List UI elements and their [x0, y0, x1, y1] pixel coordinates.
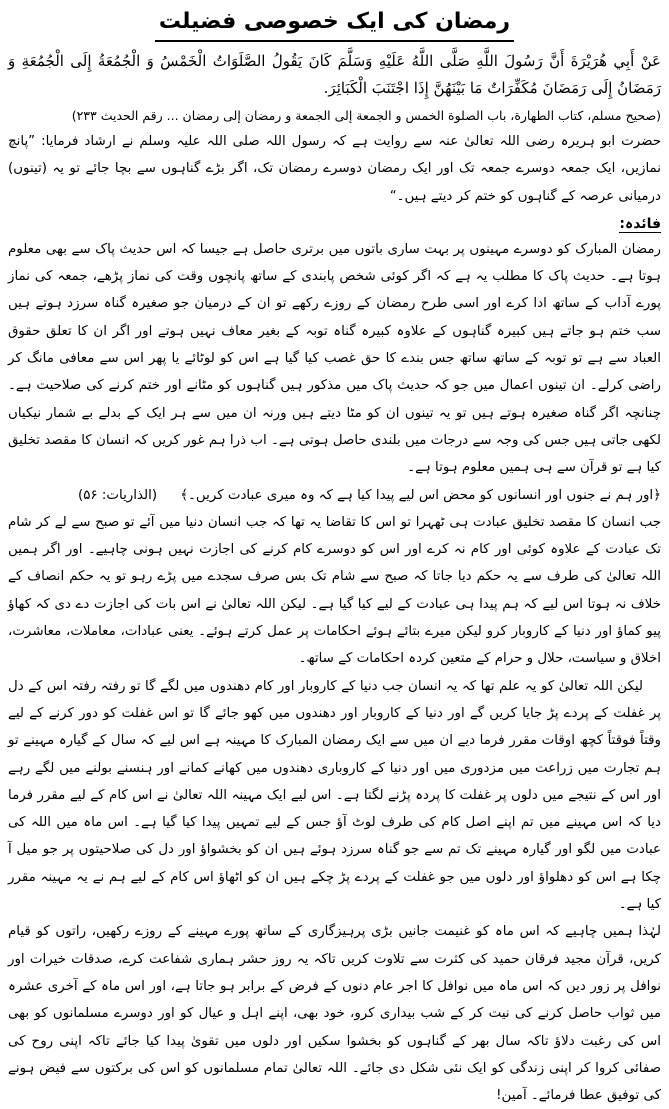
quran-verse: ﴿اور ہم نے جنوں اور انسانوں کو محض اس لیے پیدا کیا ہے کہ وہ میری عبادت کریں۔﴾: [180, 487, 661, 503]
paragraph-3: لیکن اللہ تعالیٰ کو یہ علم تھا کہ یہ انسان جب دنیا کے کاروبار اور کام دھندوں میں لگے گا تو رفتہ رفتہ اس کے دل پر غفلت کے پردے پڑ جایا کریں گے اور دنیا کے کاروبار اور دھندوں میں کھو جائے گا تو اس غفلت کو دور کرنے کے لیے وقتاً فوقتاً کچھ اوقات مقرر فرما دیے ان میں سے ایک رمضان المبارک کا مہینہ ہے اس لیے کہ سال کے گیارہ مہینے تو ہم تجارت میں زراعت میں مزدوری میں اور دنیا کے کاروباری دھندوں میں کھانے کمانے اور ہنسنے بولنے میں لگے رہے اور اس کے نتیجے میں دلوں پر غفلت کا پردہ پڑنے لگتا ہے۔ اس لیے ایک مہینہ اللہ تعالیٰ نے اس کام کے لیے مقرر فرما دیا کہ اس مہینے میں تم اپنے اصل کام کی طرف لوٹ آؤ جس کے لیے تمہیں پیدا کیا گیا ہے۔ اس ماہ میں اللہ کی عبادت میں لگو اور گیارہ مہینے تک تم سے جو گناہ سرزد ہوئے ہیں ان کو بخشواؤ اور دل کی صلاحیتوں پر جو میل آ چکا ہے اس کو دھلواؤ اور دلوں میں جو غفلت کے پردے پڑ چکے ہیں ان کو اٹھاؤ اس کام کے لیے ہم نے یہ مہینہ مقرر کیا ہے۔: [8, 678, 661, 913]
faida-label: فائدہ:: [619, 215, 661, 232]
hadith-arabic: عَنْ أَبِي هُرَيْرَةَ أَنَّ رَسُولَ اللَّهِ صَلَّى اللَّهُ عَلَيْهِ وَسَلَّمَ كَانَ يَقُولُ الصَّلَوَاتُ الْخَمْسُ وَ الْجُمُعَةُ إِلَى الْجُمُعَةِ وَ رَمَضَانُ إِلَى رَمَضَانَ مُكَفِّرَاتٌ مَا بَيْنَهُنَّ إِذَا اجْتَنَبَ الْكَبَائِرَ.: [8, 52, 661, 97]
paragraph-1: رمضان المبارک کو دوسرے مہینوں پر بہت ساری باتوں میں برتری حاصل ہے جیسا کہ اس حدیث پاک سے بھی معلوم ہوتا ہے۔ حدیث پاک کا مطلب یہ ہے کہ اگر کوئی شخص پابندی کے ساتھ پانچوں وقت کی نماز پڑھے، جمعہ کی نماز پورے آداب کے ساتھ ادا کرے اور اسی طرح رمضان کے روزے رکھے تو ان کے درمیان جو صغیرہ گناہ سرزد ہوتے ہیں سب ختم ہو جاتے ہیں کبیرہ گناہوں کے علاوہ کبیرہ گناہ توبہ کے بغیر معاف نہیں ہوتے اور اگر ان کا تعلق حقوق العباد سے ہے تو توبہ کے ساتھ ساتھ جس بندے کا حق غصب کیا گیا ہے اس کو لوٹائے یا پھر اس سے معافی مانگ کر راضی کرلے۔ ان تینوں اعمال میں جو کہ حدیث پاک میں مذکور ہیں گناہوں کو مٹانے اور ختم کرنے کی صلاحیت ہے۔ چنانچہ اگر گناہ صغیرہ ہوتے ہیں تو یہ تینوں ان کو مٹا دیتے ہیں ورنہ ان میں سے ہر ایک کے بدلے بے شمار نیکیاں لکھی جاتی ہیں جس کی وجہ سے درجات میں بلندی حاصل ہوتی ہے۔ اب ذرا ہم غور کریں کہ انسان کا مقصد تخلیق کیا ہے تو قرآن سے ہی ہمیں معلوم ہوتا ہے۔: [8, 241, 661, 476]
quran-verse-line: [8, 482, 661, 509]
hadith-reference: (صحیح مسلم، کتاب الطهارة، باب الصلوة الخمس و الجمعة إلى الجمعة و رمضان إلى رمضان ... رقم الحديث ۲۳۳): [71, 108, 661, 123]
quran-verse-reference: (الذاریات: ۵۶): [78, 487, 158, 503]
page-title: رمضان کی ایک خصوصی فضیلت: [155, 6, 514, 42]
title-wrap: [8, 6, 661, 42]
faida-heading: [8, 212, 661, 236]
hadith-translation: حضرت ابو ہریرہ رضی اللہ تعالیٰ عنہ سے روایت ہے کہ رسول اللہ صلی اللہ علیہ وسلم نے ارشاد فرمایا: ”پانچ نمازیں، ایک جمعہ دوسرے جمعہ تک اور ایک رمضان دوسرے رمضان تک، اگر بڑے گناہوں سے بچا جائے تو یہ (تینوں) درمیانی عرصہ کے گناہوں کو ختم کر دیتے ہیں۔“: [8, 134, 661, 204]
paragraph-4: لہٰذا ہمیں چاہیے کہ اس ماہ کو غنیمت جانیں بڑی پرہیزگاری کے ساتھ پورے مہینے کے روزے رکھیں، راتوں کو قیام کریں، قرآن مجید فرقان حمید کی کثرت سے تلاوت کریں تاکہ یہ روز حشر ہماری شفاعت کرے، صدقات خیرات اور نوافل پر زور دیں کہ اس ماہ میں نوافل کا اجر عام دنوں کے فرض کے برابر ہو جاتا ہے، اور اس ماہ کے آخری عشرہ میں ثواب حاصل کرنے کی نیت کر کے شب بیداری کرو، خود بھی، اپنے اہل و عیال کو اور دوسرے مسلمانوں کو بھی اس کی رغبت دلاؤ تاکہ سال بھر کے گناہوں کو بخشوا سکیں اور دلوں میں تقویٰ پیدا کیا جائے تاکہ اپنی روح کی صفائی کروا کر اپنی زندگی کو ایک نئی شکل دی جائے۔ اللہ تعالیٰ تمام مسلمانوں کو اس کی برکتوں سے فیض ہونے کی توفیق عطا فرمائے۔ آمین!: [8, 924, 661, 1104]
paragraph-2: جب انسان کا مقصد تخلیق عبادت ہی ٹھہرا تو اس کا تقاضا یہ تھا کہ جب انسان دنیا میں آئے تو صبح سے لے کر شام تک عبادت کے علاوہ کوئی اور کام نہ کرے اور اس کو دوسرے کام کرنے کی اجازت نہیں ہونی چاہیے۔ اور اگر ہمیں اللہ تعالیٰ کی طرف سے یہ حکم دیا جاتا کہ صبح سے شام تک بس صرف سجدے میں پڑے رہو تو یہ حکم انصاف کے خلاف نہ ہوتا اس لیے کہ ہم پیدا ہی عبادت کے لیے کیا گیا ہے۔ لیکن اللہ تعالیٰ نے اس بات کی اجازت دے دی کہ کھاؤ پیو کماؤ اور دنیا کے کاروبار کرو لیکن میرے بتائے ہوئے احکامات پر عمل کرتے ہوئے۔ یعنی عبادات، معاملات، معاشرت، اخلاق و سیاست، حلال و حرام کے متعین کردہ احکامات کے ساتھ۔: [8, 514, 661, 667]
